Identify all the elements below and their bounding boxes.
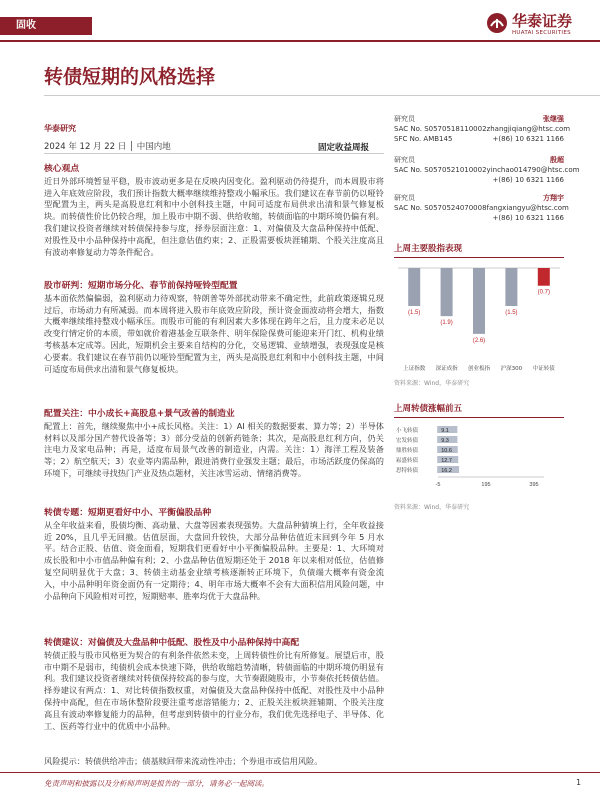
chart2-category-label: 小飞转债 <box>396 428 419 434</box>
chart2-value-label: 16.2 <box>441 468 452 474</box>
section-body: 转债正股与股市风格更为契合的有利条件依然未变，上周转债性价比有所修复。展望后市，股市中期不是弱市，纯债机会成本快速下降，供给收缩趋势清晰，转债面临的中期环境仍明显有利。我们建议投资者继续对转债保持较高的参与度，大节奏跟随股市，小节奏依托转债估值。择券建议有两点：1、对比转债指数权重，对偏债及大盘品种保持中低配、对股性及中小品种保持中高配，但在市场休整阶段要注重考虑溶错能力；2、正股关注板块涯辅期、个股关注度高且有波动率修复能力的品种，但考虑到转债中的行业分布，我们优先选择电子、半导体、化工、医药等行业中的优质中小品种。 <box>44 649 384 731</box>
chart1-bar <box>408 268 420 306</box>
report-title: 转债短期的风格选择 <box>44 66 216 88</box>
chart2-category-label: 崧盛转债 <box>396 458 419 464</box>
section-title: 股市研判：短期市场分化、春节前保持哑铃型配置 <box>44 281 238 291</box>
analyst-phone: +(86) 10 6321 1166 <box>492 176 564 184</box>
section-body: 从全年收益来看，股债均衡、高动量、大盘等因素表现强势。大盘品种猜填上行，全年收益接近 20%，且几乎无回撤。估值层面，大盘回升较快，大部分品种估值近末回到今年 5 月水平。结合正股、估值、资金面看，短期我们更看好中小平衡偏股品种。主要是：1、大环境对成长股和中小市值品种偏有利；2、小盘品种估值短期还处于 2018 年以来相对低位，估值修复空间明显优于大盘；3、转债主动基金业绩考核逐渐转正环境下，负债端大概率有资金流入，中小品种明年资金面仍有一定期待；4、明年市场大概率不会有大面积信用风险问题，中小品种向下风险相对可控，短期赔率、胜率均优于大盘品种。 <box>44 519 384 601</box>
analyst-role: 研究员 <box>394 194 415 202</box>
page-number: 1 <box>576 778 582 787</box>
chart1-value-label: (1.9) <box>440 320 453 327</box>
brand-logo <box>486 9 592 43</box>
chart2-title: 上周转债涨幅前五 <box>394 404 463 414</box>
chart2-value-label: 9.3 <box>441 438 449 444</box>
meta-divider <box>44 153 384 154</box>
chart1-category-label: 深证成指 <box>435 366 458 372</box>
chart1-bar <box>538 268 550 286</box>
section-market <box>44 281 384 375</box>
section-title: 转债建议：对偏债及大盘品种中低配、股性及中小品种保持中高配 <box>44 638 300 648</box>
analyst-role: 研究员 <box>394 156 415 164</box>
chart1-category-label: 上证指数 <box>403 366 426 372</box>
analyst-email[interactable]: fangxiangyu@htsc.com <box>486 204 569 212</box>
analyst-card <box>394 193 569 223</box>
analyst-sfc: SFC No. AMB145 <box>394 135 453 143</box>
chart1-category-label: 创业板指 <box>467 366 491 372</box>
top-cb-gainers-chart <box>394 421 564 499</box>
chart1-bar <box>441 268 453 316</box>
chart1-category-label: 中证转债 <box>532 366 555 372</box>
section-body: 基本面依然偏偏弱，盈利驱动力待观察，特朗普等外部扰动带来不确定性，此前政策逐辑兑现过后，市场动力有所减弱。而本周将进入股市年底效应阶段，预计资金面波动将会增大，指数大概率继续维持整戏小幅承压。而股市可能的有利因素大多体现在跨年之后，且力度未必足以改变行情定价的本质，带如就价着港基金互联条件、明年保险保费可能迎来开门红、机构业绩考核基本定成等。因此，短期机会主要来自结构的分化，交易逻辑、业绩增强，表现强度是核心要素。我们建议在春节前仍以哑铃型配置为主，两头是高股息红利和中小创科技主题，中间可适度布局供求出清和景气修复板块。 <box>44 292 384 374</box>
chart1-bar <box>473 268 485 334</box>
footer-disclaimer: 免责声明和披露以及分析师声明是报告的一部分，请务必一起阅读。 <box>44 779 269 788</box>
chart2-rule <box>394 417 564 418</box>
chart2-tick-label: 195 <box>481 482 491 488</box>
title-rule <box>44 95 600 96</box>
chart1-value-label: (1.5) <box>408 310 421 316</box>
analyst-email[interactable]: yinchao014790@htsc.com <box>486 166 580 174</box>
category-tag: 固收 <box>0 17 92 35</box>
chart1-category-label: 沪深300 <box>500 366 523 372</box>
section-cb-advice <box>44 638 384 732</box>
report-type: 固定收益周报 <box>318 143 370 153</box>
analyst-name: 方翔宇 <box>543 194 564 202</box>
chart1-title: 上周主要股指表现 <box>394 244 463 254</box>
analyst-sac: SAC No. S0570518110002 <box>394 125 487 133</box>
chart1-value-label: (0.7) <box>537 289 550 296</box>
chart2-category-label: 鼎胜转债 <box>396 448 419 454</box>
chart2-value-label: 10.6 <box>441 448 452 454</box>
brand-name-en: HUATAI SECURITIES <box>512 30 571 36</box>
analyst-email[interactable]: zhangjiqiang@htsc.com <box>486 125 571 133</box>
footer-rule <box>0 772 600 773</box>
chart2-source: 资料来源：Wind，华泰研究 <box>394 504 470 511</box>
analyst-card <box>394 155 580 185</box>
brand-name-cn: 华泰证券 <box>512 12 573 30</box>
huatai-logo-icon <box>486 12 508 34</box>
analyst-sac: SAC No. S0570524070008 <box>394 204 487 212</box>
analyst-card <box>394 114 571 144</box>
chart1-bar <box>505 268 517 306</box>
section-title: 配置关注：中小成长+高股息+景气改善的制造业 <box>44 409 235 419</box>
chart2-tick-label: -5 <box>435 482 441 488</box>
index-performance-chart <box>394 262 564 374</box>
analyst-phone: +(86) 10 6321 1166 <box>492 135 564 143</box>
date-line: 2024 年 12 月 22 日 │ 中国内地 <box>44 142 171 152</box>
section-body: 近日外部环境暂显平稳，股市波动更多是在反映内因变化。盈利驱动仍待提升，而本周股市将进入年底效应阶段，我们预计指数大概率继续维持整戏小幅承压。我们建议在春节前仍以哑铃型配置为主，两头是高股息红利和中小创科技主题，中间可适度布局供求出清和景气修复板块。而转债性价比仍较合理，加上股市中期不弱、供给收缩，转债面临的中期环境仍偏有利。我们建议投资者继续对转债保持参与度，择券层面注意：1、对偏债及大盘品种保持中低配、对股性及中小品种保持中高配，但注意估值约束；2、正股需要板块涯辅期、个股关注度高且有波动率修复动力等条件配合。 <box>44 175 384 257</box>
analyst-role: 研究员 <box>394 115 415 123</box>
section-core-view <box>44 164 384 258</box>
section-allocation <box>44 409 384 480</box>
chart2-tick-label: 395 <box>529 482 539 488</box>
analyst-sac: SAC No. S0570521010002 <box>394 166 487 174</box>
chart1-source: 资料来源：Wind，华泰研究 <box>394 380 470 387</box>
source-label: 华泰研究 <box>44 124 76 133</box>
analyst-phone: +(86) 10 6321 1166 <box>492 214 564 222</box>
risk-note: 风险提示：转债供给冲击；债基赎回带来流动性冲击；个券退市或信用风险。 <box>44 756 323 766</box>
analyst-name: 张继强 <box>543 115 564 123</box>
chart2-category-label: 宏发转债 <box>396 438 419 444</box>
section-title: 核心观点 <box>44 164 80 174</box>
chart2-value-label: 12.7 <box>441 458 452 464</box>
section-cb-topic <box>44 508 384 602</box>
chart2-category-label: 思特转债 <box>396 468 419 474</box>
analyst-name: 殷超 <box>550 156 564 164</box>
chart2-value-label: 9.1 <box>441 428 449 434</box>
chart1-rule <box>394 257 564 258</box>
chart1-value-label: (2.6) <box>472 337 486 344</box>
section-body: 配置上：首先，继续聚焦中小+成长风格。关注：1）AI 相关的数据要素、算力等；2）半导体材料以及部分国产替代设备等；3）部分受益的创新药链条；其次，是高股息红利方向，仍关注电力及家电品种；再是，适度布局景气改善的制造业，内需。关注：1）海洋工程及装备等；2）航空航天；3）农业等内需品种，跟进消费行业强发主题；最后，市场活跃度仍保高的环境下，可继续寻找热门产业及热点题材，关注冰雪运动、情绪消费等。 <box>44 420 384 478</box>
section-title: 转债专题：短期更看好中小、平衡偏股品种 <box>44 508 212 518</box>
chart1-value-label: (1.5) <box>505 310 518 316</box>
